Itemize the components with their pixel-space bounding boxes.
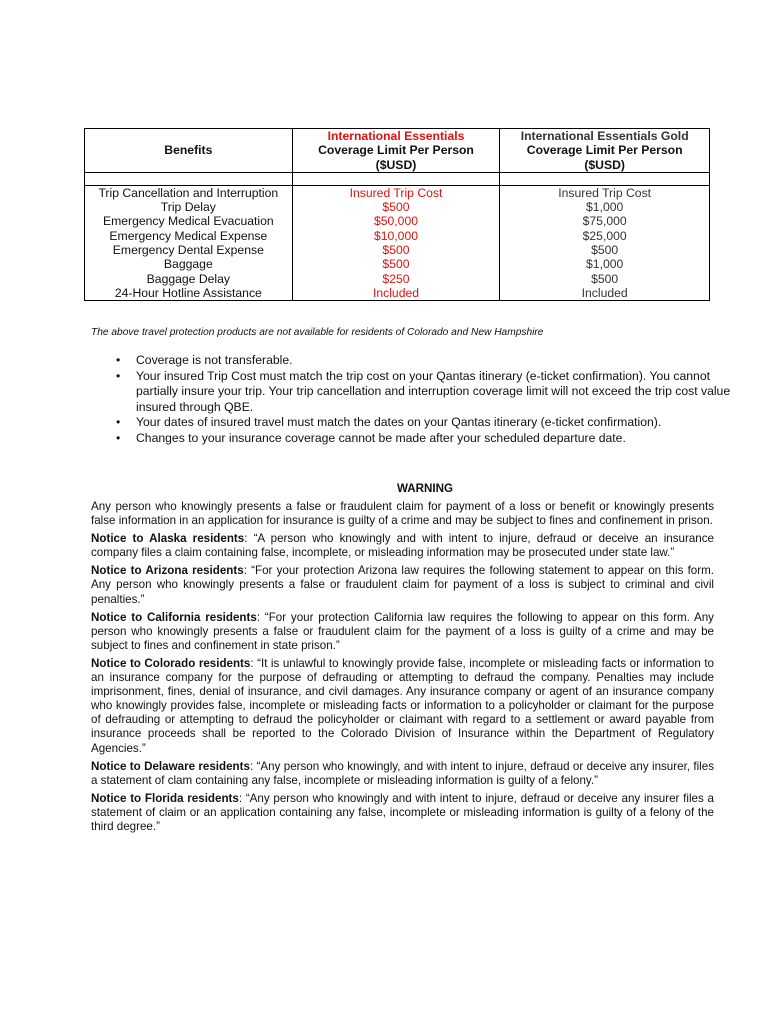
- warning-notices: [91, 500, 714, 838]
- benefit-cell: Emergency Dental Expense: [85, 243, 293, 257]
- general-warning: Any person who knowingly presents a false or fraudulent claim for payment of a loss or benefit or knowingly presents false information in an application for insurance is guilty of a crime and may be subject to fines and confinement in prison.: [91, 500, 714, 528]
- essentials-value: $50,000: [292, 214, 500, 228]
- essentials-plan-name: International Essentials: [327, 129, 465, 143]
- state-notice-label: Notice to Alaska residents: [91, 532, 245, 546]
- benefit-cell: Emergency Medical Expense: [85, 229, 293, 243]
- gold-value: $1,000: [500, 257, 710, 271]
- table-body: [85, 185, 710, 300]
- essentials-header: [292, 129, 500, 173]
- bullet-text: Your dates of insured travel must match the dates on your Qantas itinerary (e-ticket confirmation).: [136, 415, 662, 429]
- benefit-cell: Trip Cancellation and Interruption: [85, 185, 293, 200]
- state-notice: [91, 792, 714, 834]
- gold-value: $1,000: [500, 200, 710, 214]
- gold-value: $75,000: [500, 214, 710, 228]
- bullet-item: [116, 415, 736, 431]
- bullet-text: Your insured Trip Cost must match the trip cost on your Qantas itinerary (e-ticket confirmation). You cannot partially insure your trip. Your trip cancellation and interruption coverage limit will not exceed the trip cost value insured through QBE.: [136, 368, 731, 414]
- table-row: [85, 229, 710, 243]
- state-notice-text: : “Any person who knowingly and with intent to injure, defraud or deceive any insurer files a statement of claim or an application containing any false, incomplete or misleading information is guilty of a felony of the third degree.”: [91, 791, 714, 833]
- bullet-dot-icon: •: [116, 353, 121, 367]
- state-notice-text: : “A person who knowingly and with intent to injure, defraud or deceive an insurance company files a claim containing false, incomplete, or misleading information may be prosecuted under state law.”: [91, 532, 714, 560]
- bullet-text: Coverage is not transferable.: [136, 353, 293, 367]
- table-header-row: [85, 129, 710, 173]
- table-row: [85, 272, 710, 286]
- table-row: [85, 257, 710, 271]
- table-row: [85, 286, 710, 301]
- essentials-value: $500: [292, 243, 500, 257]
- state-notice: [91, 611, 714, 653]
- coverage-bullet-list: [96, 353, 736, 446]
- state-notice-text: : “Any person who knowingly, and with intent to injure, defraud or deceive any insurer, files a statement of clam containing any false, incomplete or misleading information is guilty of a felony.”: [91, 759, 714, 787]
- table-row: [85, 243, 710, 257]
- essentials-coverage-label: Coverage Limit Per Person: [318, 143, 474, 158]
- bullet-dot-icon: •: [116, 368, 121, 383]
- benefit-cell: Baggage: [85, 257, 293, 271]
- gold-value: Included: [500, 286, 710, 301]
- benefit-cell: Baggage Delay: [85, 272, 293, 286]
- essentials-currency-label: ($USD): [375, 157, 417, 172]
- gold-value: $500: [500, 272, 710, 286]
- table-row: [85, 185, 710, 200]
- gold-value: Insured Trip Cost: [500, 185, 710, 200]
- benefits-header: Benefits: [85, 129, 293, 173]
- essentials-value: Included: [292, 286, 500, 301]
- state-notice-label: Notice to Delaware residents: [91, 759, 250, 773]
- bullet-dot-icon: •: [116, 430, 121, 445]
- table-spacer-row: [85, 172, 710, 185]
- table-row: [85, 214, 710, 228]
- bullet-text: Changes to your insurance coverage cannot be made after your scheduled departure date.: [136, 430, 626, 445]
- benefit-cell: Emergency Medical Evacuation: [85, 214, 293, 228]
- bullet-item: [116, 353, 736, 369]
- bullet-item: [116, 430, 736, 447]
- essentials-value: Insured Trip Cost: [292, 185, 500, 200]
- state-notice: [91, 760, 714, 788]
- essentials-value: $10,000: [292, 229, 500, 243]
- state-notice: [91, 657, 714, 756]
- state-notice-text: : “For your protection California law requires the following to appear on this form. Any person who knowingly presents a false or fraudulent claim for the payment of a loss is guilty of a crime and may be subject to fines and confinement in state prison.”: [91, 610, 714, 652]
- state-notice-text: : “For your protection Arizona law requires the following statement to appear on this form. Any person who knowingly presents a false or fraudulent claim for payment of a loss is subject to criminal and civil penalties.”: [91, 564, 714, 606]
- bullet-item: [116, 368, 736, 416]
- state-notice: [91, 564, 714, 606]
- gold-plan-name: International Essentials Gold: [520, 129, 689, 143]
- availability-disclaimer: The above travel protection products are not available for residents of Colorado and New Hampshire: [91, 327, 544, 338]
- state-notice-label: Notice to Colorado residents: [91, 656, 251, 670]
- gold-coverage-label: Coverage Limit Per Person: [526, 143, 683, 158]
- table-row: [85, 200, 710, 214]
- benefit-cell: 24-Hour Hotline Assistance: [85, 286, 293, 301]
- state-notice: [91, 532, 714, 560]
- state-notice-label: Notice to Florida residents: [91, 791, 239, 805]
- state-notice-text: : “It is unlawful to knowingly provide false, incomplete or misleading facts or information to an insurance company for the purpose of defrauding or attempting to defraud the company. Penalties may include imprisonment, fines, denial of insurance, and civil damages. Any insurance company or agent of an insurance company who knowingly provides false, incomplete or misleading facts or information to a policyholder or claimant for the purpose of defrauding or attempting to defraud the policyholder or claimant with regard to a settlement or award payable from insurance proceeds shall be reported to the Colorado Division of Insurance within the Department of Regulatory Agencies.”: [91, 656, 714, 755]
- essentials-value: $250: [292, 272, 500, 286]
- state-notice-label: Notice to Arizona residents: [91, 564, 244, 578]
- state-notice-list: [91, 532, 714, 834]
- benefits-table: [84, 128, 710, 301]
- state-notice-label: Notice to California residents: [91, 610, 257, 624]
- gold-currency-label: ($USD): [584, 157, 625, 172]
- warning-title: WARNING: [396, 482, 454, 495]
- gold-header: [500, 129, 710, 173]
- bullet-dot-icon: •: [116, 415, 121, 429]
- benefit-cell: Trip Delay: [85, 200, 293, 214]
- gold-value: $25,000: [500, 229, 710, 243]
- gold-value: $500: [500, 243, 710, 257]
- essentials-value: $500: [292, 257, 500, 271]
- essentials-value: $500: [292, 200, 500, 214]
